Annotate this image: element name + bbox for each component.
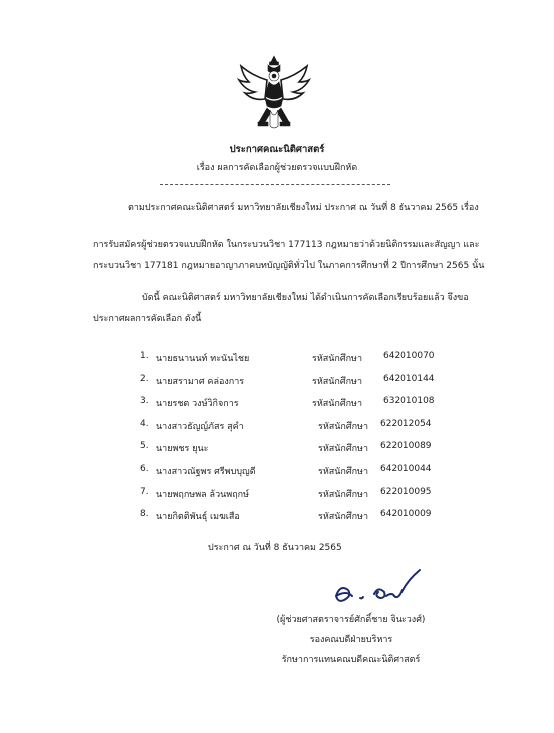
- student-id-label: รหัสนักศึกษา: [312, 354, 363, 364]
- garuda-emblem: [234, 52, 314, 136]
- student-id: 642010044: [380, 463, 432, 474]
- handwritten-signature: [328, 566, 428, 612]
- student-name: นายธนานนท์ ทะนันไชย: [156, 354, 250, 364]
- list-item: [140, 419, 450, 442]
- selected-students-list: [140, 351, 450, 532]
- item-number: 5.: [140, 441, 149, 452]
- divider: [160, 184, 390, 185]
- item-number: 3.: [140, 396, 149, 407]
- student-id: 622010095: [380, 486, 432, 497]
- signer-acting-role: รักษาการแทนคณบดีคณะนิติศาสตร์: [281, 655, 421, 665]
- paragraph-2-line-1: บัดนี้ คณะนิติศาสตร์ มหาวิทยาลัยเชียงใหม่ ได้ดำเนินการคัดเลือกเรียบร้อยแล้ว จึงขอ: [142, 293, 469, 303]
- item-number: 7.: [140, 486, 149, 497]
- student-name: นายรชต วงษ์วิกิจการ: [156, 399, 239, 410]
- student-id-label: รหัสนักศึกษา: [318, 512, 369, 523]
- list-item: [140, 396, 450, 419]
- student-id-label: รหัสนักศึกษา: [312, 399, 363, 410]
- student-id-label: รหัสนักศึกษา: [318, 444, 369, 455]
- document-subject: เรื่อง ผลการคัดเลือกผู้ช่วยตรวจแบบฝึกหัด: [196, 163, 358, 173]
- paragraph-1-continuation: [93, 235, 493, 276]
- student-id-label: รหัสนักศึกษา: [318, 421, 369, 432]
- list-item: [140, 487, 450, 510]
- student-name: นายพฤกษพล ล้วนพฤกษ์: [156, 489, 250, 500]
- item-number: 1.: [140, 351, 149, 361]
- list-item: [140, 464, 450, 487]
- announcement-date: ประกาศ ณ วันที่ 8 ธันวาคม 2565: [208, 543, 342, 553]
- signer-name: (ผู้ช่วยศาสตราจารย์ศักดิ์ชาย จินะวงศ์): [276, 615, 426, 625]
- student-name: นายสรามาศ คล่องการ: [156, 376, 245, 387]
- paragraph-1-line-1: ตามประกาศคณะนิติศาสตร์ มหาวิทยาลัยเชียงใหม่ ประกาศ ณ วันที่ 8 ธันวาคม 2565 เรื่อง: [128, 203, 479, 213]
- signer-position: รองคณบดีฝ่ายบริหาร: [309, 635, 393, 645]
- student-id-label: รหัสนักศึกษา: [318, 489, 369, 500]
- student-name: นายพชร ยุนะ: [156, 444, 209, 455]
- item-number: 2.: [140, 373, 149, 384]
- list-item: [140, 351, 450, 374]
- item-number: 4.: [140, 418, 149, 429]
- student-id: 642010144: [383, 373, 435, 384]
- student-name: นางสาวธัญญ์ภัสร สุคำ: [156, 421, 244, 432]
- list-item: [140, 441, 450, 464]
- student-name: นายกิตติพันธุ์ เมฆเสือ: [156, 512, 240, 523]
- student-id: 622010089: [380, 441, 432, 452]
- student-name: นางสาวณัฐพร ศรีพบบุญดี: [156, 466, 256, 477]
- student-id-label: รหัสนักศึกษา: [312, 376, 363, 387]
- list-item: [140, 374, 450, 397]
- paragraph-2-line-2: ประกาศผลการคัดเลือก ดังนี้: [93, 314, 202, 324]
- list-item: [140, 509, 450, 532]
- student-id: 642010009: [380, 509, 432, 520]
- student-id-label: รหัสนักศึกษา: [318, 466, 369, 477]
- paragraph-1-line-3: กระบวนวิชา 177181 กฎหมายอาญาภาคบทบัญญัติทั่วไป ในภาคการศึกษาที่ 2 ปีการศึกษา 2565 นั้น: [93, 260, 485, 271]
- student-id: 622012054: [380, 418, 432, 429]
- student-id: 632010108: [383, 396, 435, 407]
- paragraph-1-line-2: การรับสมัครผู้ช่วยตรวจแบบฝึกหัด ในกระบวนวิชา 177113 กฎหมายว่าด้วยนิติกรรมและสัญญา และ: [93, 240, 480, 250]
- signature-block: [246, 610, 456, 670]
- item-number: 6.: [140, 463, 149, 474]
- document-title: ประกาศคณะนิติศาสตร์: [229, 144, 325, 155]
- item-number: 8.: [140, 509, 149, 520]
- student-id: 642010070: [383, 351, 435, 361]
